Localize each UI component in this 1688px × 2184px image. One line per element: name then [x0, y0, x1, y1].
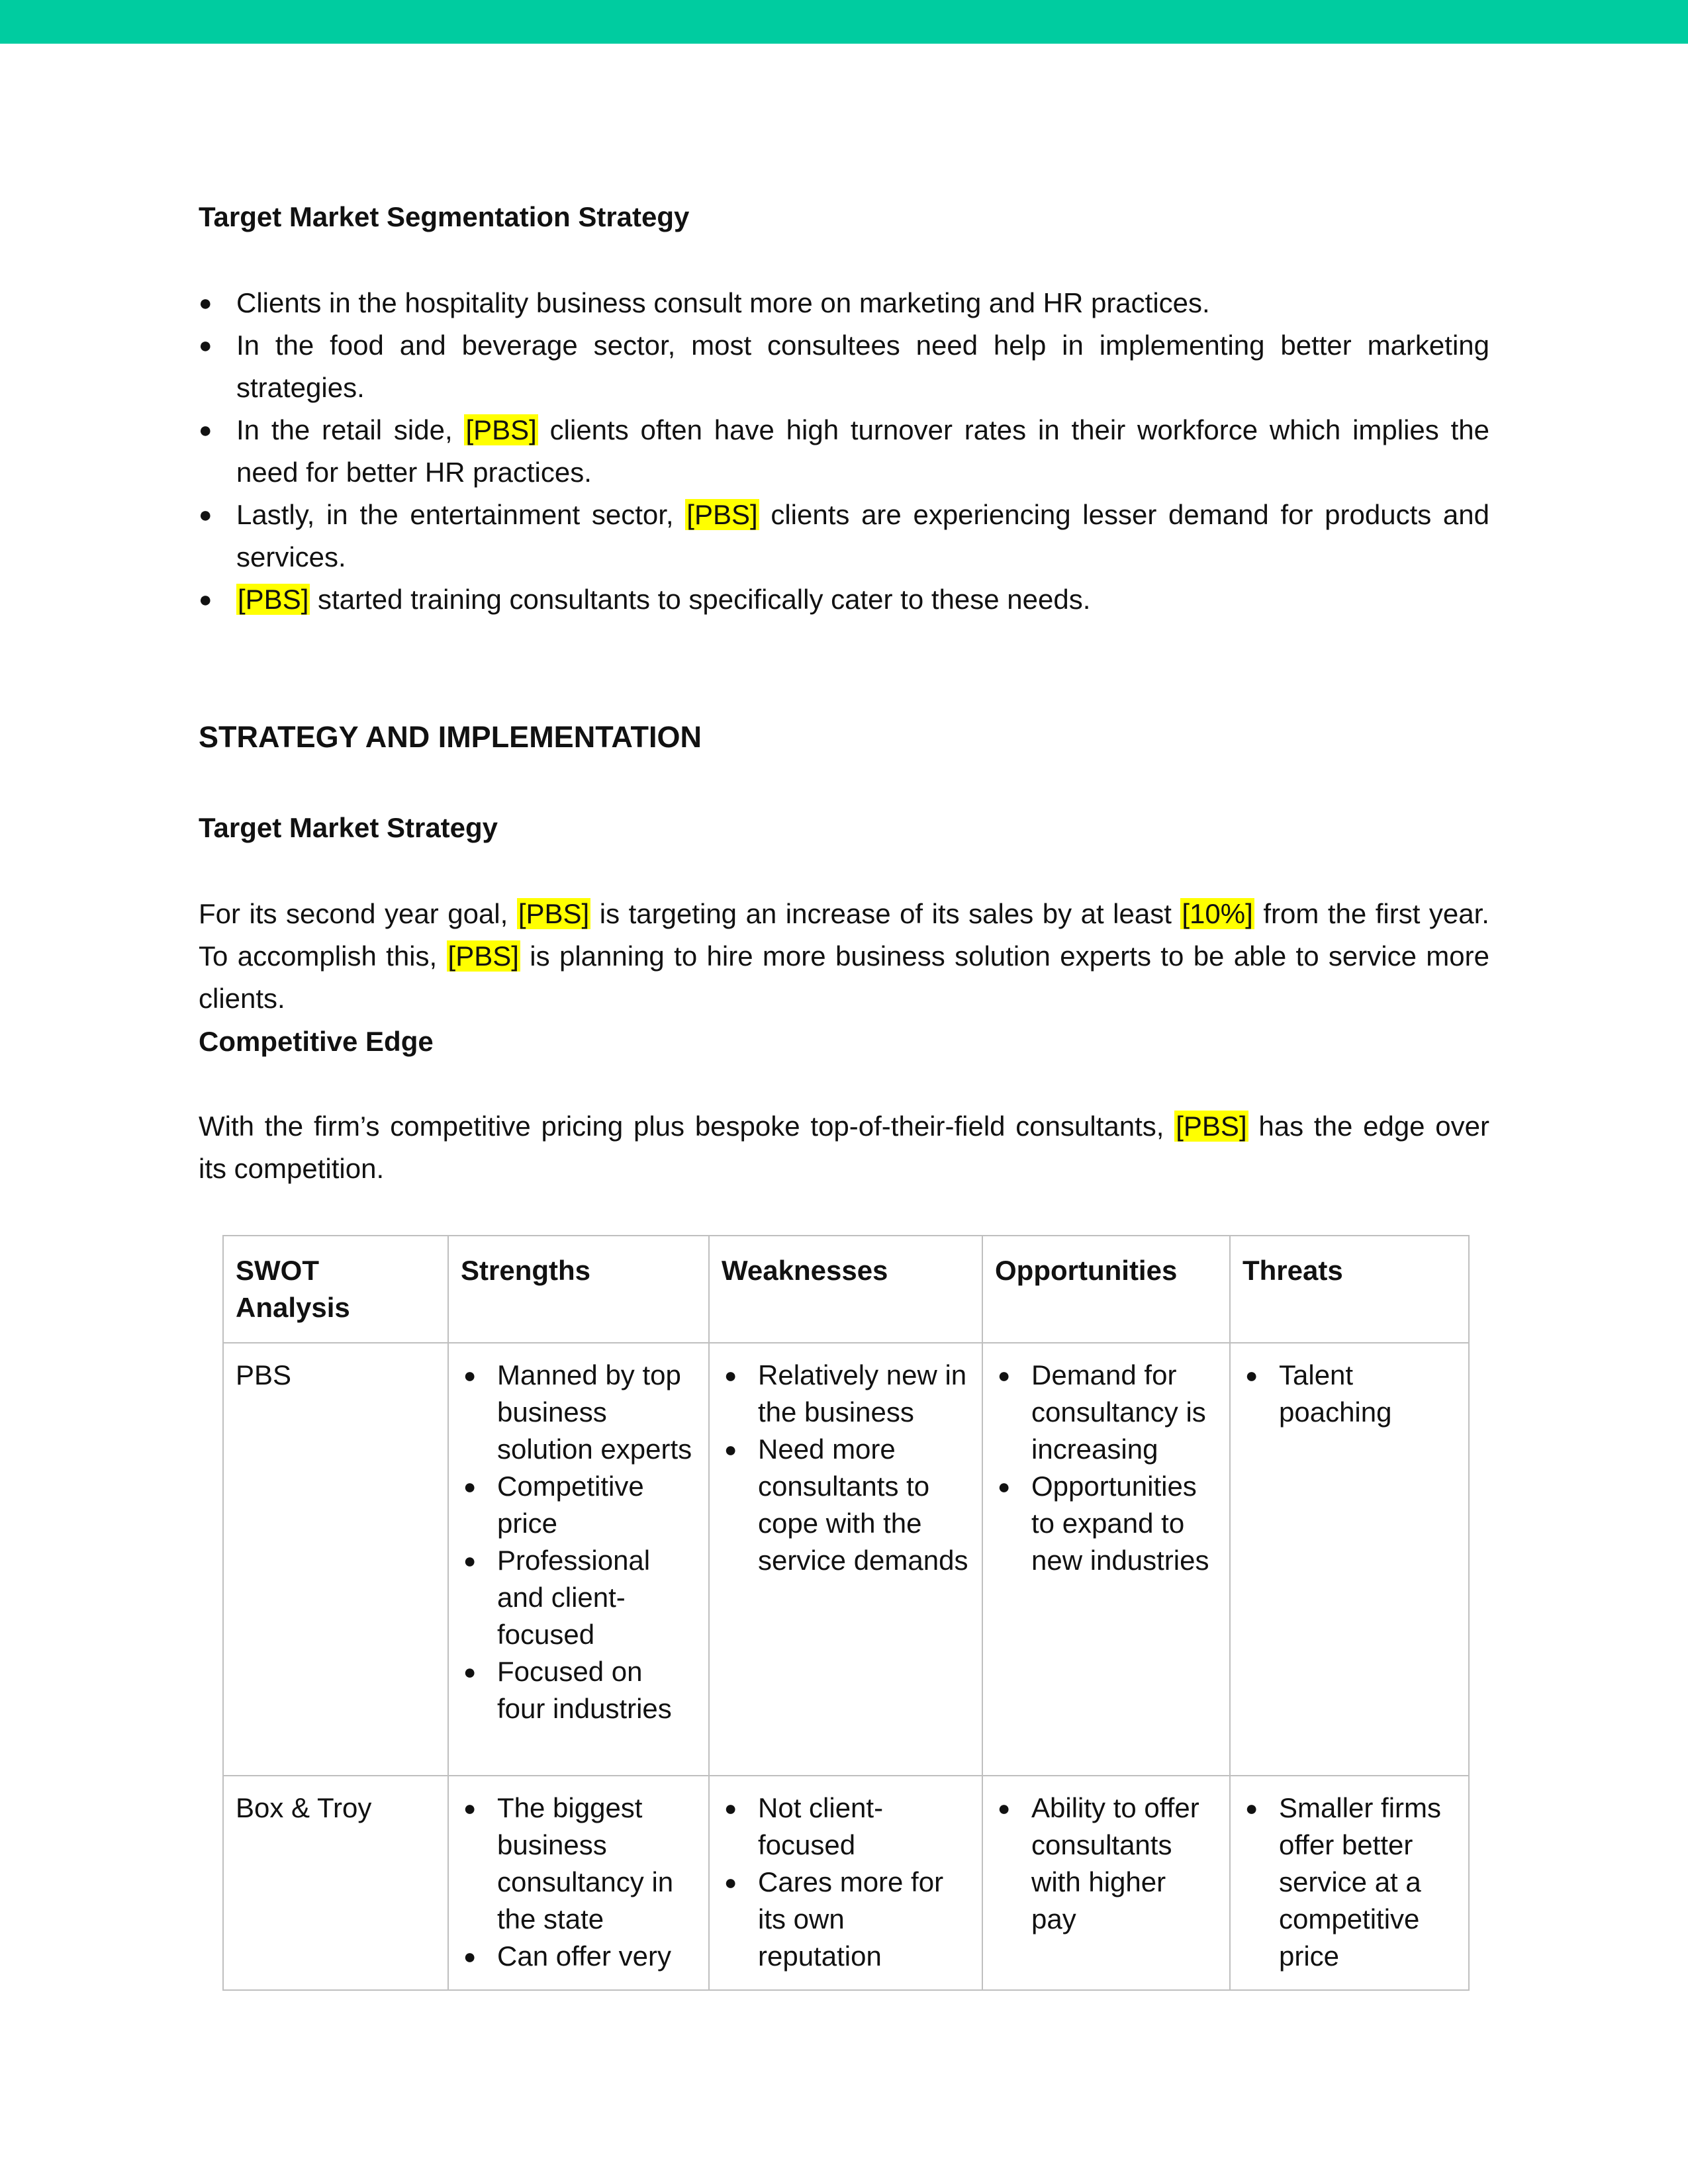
bullet-text: Clients in the hospitality business consult more on marketing and HR practices. [236, 287, 1210, 318]
list-item: ● Opportunities to expand to new industries [995, 1468, 1217, 1579]
bullet-text: In the food and beverage sector, most consultees need help in implementing better marketing strategies. [236, 330, 1489, 403]
segmentation-heading: Target Market Segmentation Strategy [199, 201, 690, 232]
list-item: ● Need more consultants to cope with the service demands [722, 1431, 970, 1579]
list-item [199, 578, 1489, 621]
table-row [223, 1776, 1469, 1990]
highlighted-placeholder: [PBS] [1176, 1111, 1247, 1142]
bullet-text: clients are experiencing lesser demand for products and services. [236, 499, 1489, 572]
list-item: ● Talent poaching [1243, 1357, 1456, 1431]
list-item: ● Not client-focused [722, 1790, 970, 1864]
column-header: Opportunities [982, 1236, 1230, 1343]
highlighted-placeholder: [PBS] [238, 584, 309, 615]
company-name-cell: Box & Troy [223, 1776, 448, 1990]
table-row [223, 1343, 1469, 1776]
weaknesses-cell [709, 1343, 982, 1776]
highlighted-placeholder: [PBS] [447, 940, 519, 972]
list-item: ● Demand for consultancy is increasing [995, 1357, 1217, 1468]
opportunities-cell [982, 1343, 1230, 1776]
threats-cell [1230, 1343, 1469, 1776]
bullet-text: started training consultants to specifically cater to these needs. [310, 584, 1091, 615]
bullet-text: clients often have high turnover rates in their workforce which implies the need for better HR practices. [236, 414, 1489, 488]
competitive-edge-paragraph: With the firm’s competitive pricing plus bespoke top-of-their-field consultants, [PBS] has the edge over its competition. [199, 1111, 1490, 1184]
header-accent-bar [0, 0, 1688, 44]
column-header: Threats [1230, 1236, 1469, 1343]
company-name-cell: PBS [223, 1343, 448, 1776]
weaknesses-cell [709, 1776, 982, 1990]
highlighted-placeholder: [10%] [1182, 898, 1253, 929]
target-market-paragraph: For its second year goal, [PBS] is targeting an increase of its sales by at least [10%] from the first year. To accomplish this, [PBS] is planning to hire more business solution experts to be able to service more clients. [199, 898, 1489, 1014]
strengths-cell [448, 1343, 709, 1776]
list-item: ● The biggest business consultancy in the state [461, 1790, 696, 1938]
table-header-row [223, 1236, 1469, 1343]
highlighted-placeholder: [PBS] [465, 414, 537, 445]
list-item: ● Can offer very [461, 1938, 696, 1975]
list-item: ● Relatively new in the business [722, 1357, 970, 1431]
opportunities-cell [982, 1776, 1230, 1990]
section-heading-strategy: STRATEGY AND IMPLEMENTATION [199, 720, 702, 754]
segmentation-bullet-list [199, 282, 1489, 621]
threats-cell [1230, 1776, 1469, 1990]
list-item [199, 494, 1489, 578]
list-item: ● Ability to offer consultants with higher pay [995, 1790, 1217, 1938]
column-header: Strengths [448, 1236, 709, 1343]
list-item: ● Manned by top business solution experts [461, 1357, 696, 1468]
list-item: ● Competitive price [461, 1468, 696, 1542]
target-market-heading: Target Market Strategy [199, 812, 498, 843]
bullet-text: Lastly, in the entertainment sector, [236, 499, 686, 530]
list-item [199, 282, 1489, 324]
list-item [199, 409, 1489, 494]
highlighted-placeholder: [PBS] [686, 499, 758, 530]
list-item: ● Cares more for its own reputation [722, 1864, 970, 1975]
competitive-edge-heading: Competitive Edge [199, 1026, 434, 1057]
bullet-text: In the retail side, [236, 414, 465, 445]
list-item: ● Professional and client-focused [461, 1542, 696, 1653]
list-item: ● Focused on four industries [461, 1653, 696, 1727]
list-item: ● Smaller firms offer better service at a competitive price [1243, 1790, 1456, 1975]
highlighted-placeholder: [PBS] [518, 898, 590, 929]
strengths-cell [448, 1776, 709, 1990]
column-header: Weaknesses [709, 1236, 982, 1343]
swot-analysis-table [222, 1235, 1470, 1991]
list-item [199, 324, 1489, 409]
column-header: SWOT Analysis [223, 1236, 448, 1343]
